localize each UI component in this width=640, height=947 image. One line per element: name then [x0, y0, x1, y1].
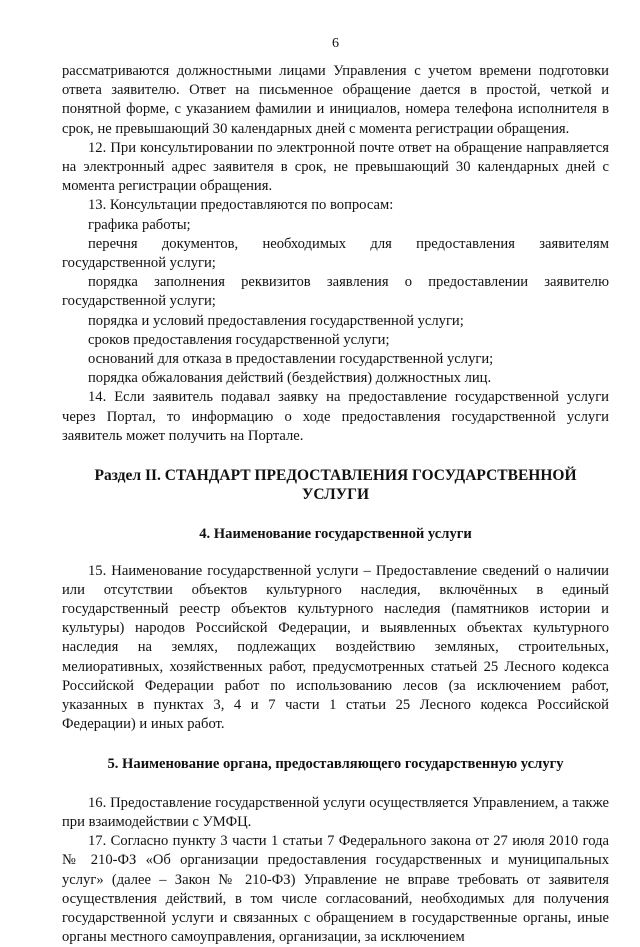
subsection-4-title: 4. Наименование государственной услуги [199, 526, 472, 543]
paragraph-17: 17. Согласно пункту 3 части 1 статьи 7 Федерального закона от 27 июля 2010 года № 210-ФЗ «Об организации предоставления государственных и муниципальных услуг» (далее – Закон № 210-ФЗ) Управление не вправе требовать от заявителя осуществления действий, в том числе согласований, необходимых для получения государственной услуги и связанных с обращением в государственные органы, иные органы местного самоуправления, организации, за исключением [62, 833, 609, 946]
paragraph-11-continuation: рассматриваются должностными лицами Управления с учетом времени подготовки ответа заявителю. Ответ на письменное обращение дается в простой, четкой и понятной форме, с указанием фамилии и инициалов, номера телефона исполнителя в срок, не превышающий 30 календарных дней с момента регистрации обращения. [62, 63, 609, 137]
document-page [62, 36, 609, 947]
paragraph-13: 13. Консультации предоставляются по вопросам: [88, 197, 394, 214]
paragraph-15: 15. Наименование государственной услуги – Предоставление сведений о наличии или отсутствии объектов культурного наследия, включённых в единый государственный реестр объектов культурного наследия (памятников истории и культуры) народов Российской Федерации, и выявленных объектах культурного наследия на землях, подлежащих воздействию земляных, строительных, мелиоративных, хозяйственных работ, предусмотренных статьей 25 Лесного кодекса Российской Федерации работ по использованию лесов (за исключением работ, указанных в пунктах 3, 4 и 7 части 1 статьи 25 Лесного кодекса Российской Федерации) и иных работ. [62, 562, 609, 733]
list-item-procedure: порядка и условий предоставления государственной услуги; [88, 312, 464, 329]
list-item-documents: перечня документов, необходимых для предоставления заявителям государственной услуги; [62, 235, 609, 272]
paragraph-16: 16. Предоставление государственной услуги осуществляется Управлением, а также при взаимодействии с УМФЦ. [62, 794, 609, 830]
list-item-appeal: порядка обжалования действий (бездействия) должностных лиц. [88, 370, 492, 387]
subsection-5-title: 5. Наименование органа, предоставляющего государственную услугу [107, 755, 564, 772]
list-item-refusal-grounds: оснований для отказа в предоставлении государственной услуги; [88, 351, 494, 368]
list-item-schedule: графика работы; [88, 216, 191, 233]
paragraph-14: 14. Если заявитель подавал заявку на предоставление государственной услуги через Портал, то информацию о ходе предоставления государственной услуги заявитель может получить на Портале. [62, 389, 609, 444]
list-item-application-details: порядка заполнения реквизитов заявления о предоставлении заявителю государственной услуги; [62, 274, 609, 310]
section-title: Раздел II. СТАНДАРТ ПРЕДОСТАВЛЕНИЯ ГОСУДАРСТВЕННОЙ УСЛУГИ [94, 467, 577, 504]
page-number: 6 [332, 36, 339, 51]
paragraph-12: 12. При консультировании по электронной почте ответ на обращение направляется на электронный адрес заявителя в срок, не превышающий 30 календарных дней с момента регистрации обращения. [62, 139, 609, 195]
list-item-terms: сроков предоставления государственной услуги; [88, 331, 390, 348]
